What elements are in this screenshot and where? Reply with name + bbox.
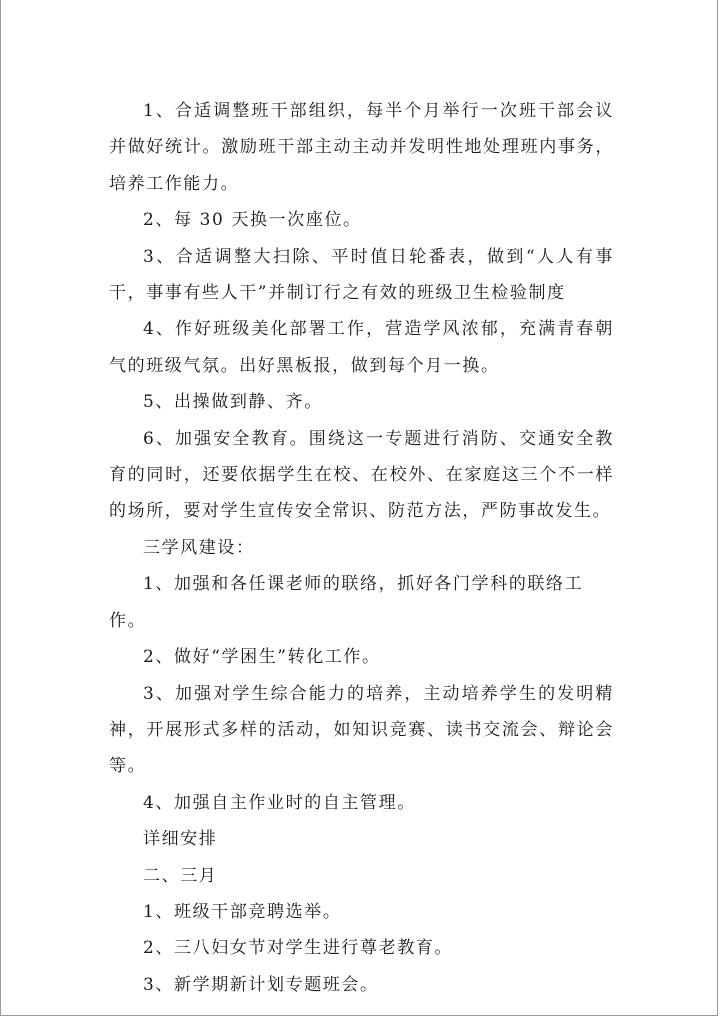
section-heading-months: 二、三月 (143, 865, 218, 886)
paragraph-cadre-election: 1、班级干部竞聘选举。 (143, 901, 342, 922)
section-heading-schedule: 详细安排 (143, 829, 218, 850)
document-body (109, 93, 614, 1003)
paragraph-self-study: 4、加强自主作业时的自主管理。 (143, 792, 416, 813)
paragraph-womens-day: 2、三八妇女节对学生进行尊老教育。 (143, 938, 454, 959)
paragraph-ability-training: 3、加强对学生综合能力的培养，主动培养学生的发明精神，开展形式多样的活动，如知识竞赛、读书交流会、辩论会等。 (109, 683, 614, 777)
paragraph-struggling-students: 2、做好“学困生”转化工作。 (143, 647, 381, 668)
paragraph-teacher-contact: 1、加强和各任课老师的联络，抓好各门学科的联络工作。 (109, 574, 584, 631)
paragraph-new-term-meeting: 3、新学期新计划专题班会。 (143, 974, 379, 995)
paragraph-seat-change: 2、每 30 天换一次座位。 (143, 210, 362, 231)
paragraph-class-decoration: 4、作好班级美化部署工作，营造学风浓郁，充满青春朝气的班级气氛。出好黑板报，做到每个月一换。 (109, 319, 614, 376)
section-heading-study-style: 三学风建设： (143, 537, 255, 558)
paragraph-cleaning-duty: 3、合适调整大扫除、平时值日轮番表，做到“人人有事干，事事有些人干”并制订行之有效的班级卫生检验制度 (109, 246, 614, 304)
paragraph-class-cadre: 1、合适调整班干部组织，每半个月举行一次班干部会议并做好统计。激励班干部主动主动并发明性地处理班内事务，培养工作能力。 (109, 101, 614, 194)
paragraph-exercise: 5、出操做到静、齐。 (143, 392, 323, 413)
paragraph-safety-education: 6、加强安全教育。围绕这一专题进行消防、交通安全教育的同时，还要依据学生在校、在校外、在家庭这三个不一样的场所，要对学生宣传安全常识、防范方法，严防事故发生。 (109, 428, 614, 522)
